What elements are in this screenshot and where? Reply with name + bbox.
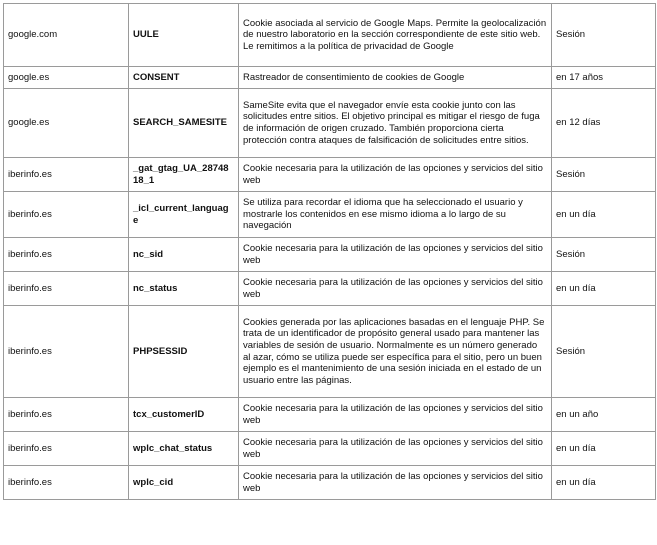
- table-row: [4, 89, 656, 158]
- cookie-name: nc_sid: [129, 238, 239, 272]
- cookie-expiry: Sesión: [552, 306, 656, 398]
- table-row: [4, 306, 656, 398]
- cookie-expiry: Sesión: [552, 238, 656, 272]
- cookie-name: _icl_current_languag e: [129, 192, 239, 238]
- cookie-expiry: en un día: [552, 272, 656, 306]
- cookie-expiry: Sesión: [552, 4, 656, 67]
- cookie-expiry: en 12 días: [552, 89, 656, 158]
- cookie-domain: iberinfo.es: [4, 432, 129, 466]
- cookie-expiry: Sesión: [552, 158, 656, 192]
- cookie-description: Cookie necesaria para la utilización de las opciones y servicios del sitio web: [239, 466, 552, 500]
- cookie-name: wplc_cid: [129, 466, 239, 500]
- table-row: [4, 466, 656, 500]
- cookie-description: SameSite evita que el navegador envíe esta cookie junto con las solicitudes entre sitios. El objetivo principal es mitigar el riesgo de fuga de información de origen cruzado. También proporciona cierta protección contra ataques de falsificación de solicitudes entre sitios.: [239, 89, 552, 158]
- table-row: [4, 432, 656, 466]
- cookie-expiry: en un año: [552, 398, 656, 432]
- cookie-name: wplc_chat_status: [129, 432, 239, 466]
- table-row: [4, 272, 656, 306]
- cookie-description: Cookies generada por las aplicaciones basadas en el lenguaje PHP. Se trata de un identificador de propósito general usado para mantener las variables de sesión de usuario. Normalmente es un número generado al azar, cómo se utiliza puede ser específica para el sitio, pero un buen ejemplo es el mantenimiento de una sesión iniciada en el estado de un usuario entre las páginas.: [239, 306, 552, 398]
- table-row: [4, 4, 656, 67]
- table-row: [4, 398, 656, 432]
- cookie-domain: google.com: [4, 4, 129, 67]
- cookie-domain: iberinfo.es: [4, 272, 129, 306]
- cookie-domain: iberinfo.es: [4, 398, 129, 432]
- cookie-expiry: en 17 años: [552, 67, 656, 89]
- cookie-domain: google.es: [4, 67, 129, 89]
- cookie-domain: google.es: [4, 89, 129, 158]
- cookie-domain: iberinfo.es: [4, 238, 129, 272]
- cookie-name: _gat_gtag_UA_28748 18_1: [129, 158, 239, 192]
- cookie-description: Cookie asociada al servicio de Google Maps. Permite la geolocalización de nuestro laboratorio en la sección correspondiente de este sitio web. Le remitimos a la política de privacidad de Google: [239, 4, 552, 67]
- cookie-expiry: en un día: [552, 466, 656, 500]
- cookie-name: CONSENT: [129, 67, 239, 89]
- cookie-name: PHPSESSID: [129, 306, 239, 398]
- table-row: [4, 67, 656, 89]
- table-row: [4, 192, 656, 238]
- cookie-description: Cookie necesaria para la utilización de las opciones y servicios del sitio web: [239, 158, 552, 192]
- cookie-domain: iberinfo.es: [4, 158, 129, 192]
- cookie-domain: iberinfo.es: [4, 192, 129, 238]
- cookie-name: tcx_customerID: [129, 398, 239, 432]
- cookie-description: Se utiliza para recordar el idioma que ha seleccionado el usuario y mostrarle los contenidos en ese mismo idioma a lo largo de su navegación: [239, 192, 552, 238]
- cookie-domain: iberinfo.es: [4, 306, 129, 398]
- cookie-name: UULE: [129, 4, 239, 67]
- cookie-expiry: en un día: [552, 432, 656, 466]
- cookie-name: SEARCH_SAMESITE: [129, 89, 239, 158]
- cookie-expiry: en un día: [552, 192, 656, 238]
- cookie-description: Cookie necesaria para la utilización de las opciones y servicios del sitio web: [239, 272, 552, 306]
- cookie-domain: iberinfo.es: [4, 466, 129, 500]
- cookies-table: [3, 3, 656, 500]
- cookie-description: Rastreador de consentimiento de cookies de Google: [239, 67, 552, 89]
- cookie-description: Cookie necesaria para la utilización de las opciones y servicios del sitio web: [239, 432, 552, 466]
- table-row: [4, 238, 656, 272]
- cookie-name: nc_status: [129, 272, 239, 306]
- cookie-description: Cookie necesaria para la utilización de las opciones y servicios del sitio web: [239, 238, 552, 272]
- cookie-description: Cookie necesaria para la utilización de las opciones y servicios del sitio web: [239, 398, 552, 432]
- table-row: [4, 158, 656, 192]
